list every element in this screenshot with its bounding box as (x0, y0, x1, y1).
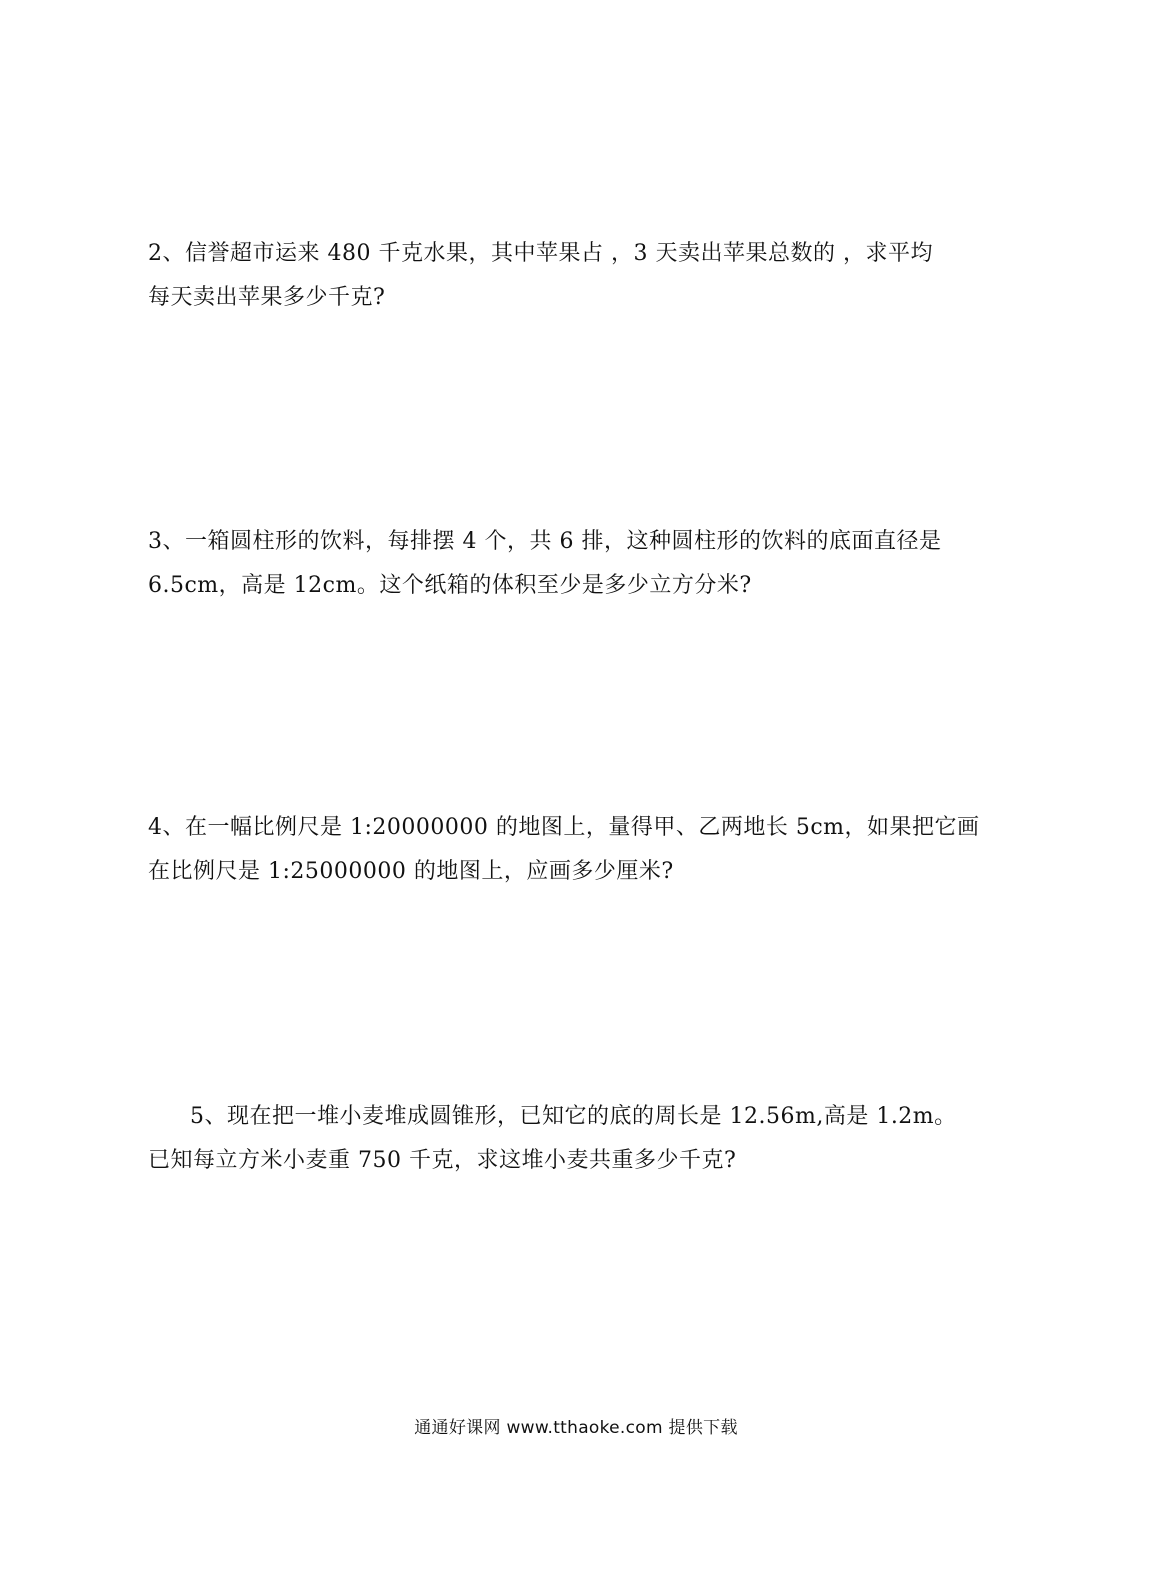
footer-credit: 通通好课网 www.tthaoke.com 提供下载 (414, 1418, 738, 1438)
problem-2-line-2: 每天卖出苹果多少千克? (148, 285, 386, 310)
problem-5 (148, 1095, 998, 1183)
problem-3 (148, 520, 998, 608)
problem-4-line-1: 4、在一幅比例尺是 1:20000000 的地图上，量得甲、乙两地长 5cm，如果把它画 (148, 815, 980, 840)
problem-4 (148, 806, 998, 894)
problem-5-line-1: 5、现在把一堆小麦堆成圆锥形，已知它的底的周长是 12.56m,高是 1.2m。 (190, 1104, 957, 1129)
problem-2-line-1: 2、信誉超市运来 480 千克水果，其中苹果占 ，3 天卖出苹果总数的 ，求平均 (148, 241, 933, 266)
problem-2 (148, 232, 998, 320)
problem-3-line-1: 3、一箱圆柱形的饮料，每排摆 4 个，共 6 排，这种圆柱形的饮料的底面直径是 (148, 529, 942, 554)
problem-3-line-2: 6.5cm，高是 12cm。这个纸箱的体积至少是多少立方分米? (148, 573, 752, 598)
problem-4-line-2: 在比例尺是 1:25000000 的地图上，应画多少厘米? (148, 859, 674, 884)
problem-5-line-2: 已知每立方米小麦重 750 千克，求这堆小麦共重多少千克? (148, 1148, 737, 1173)
